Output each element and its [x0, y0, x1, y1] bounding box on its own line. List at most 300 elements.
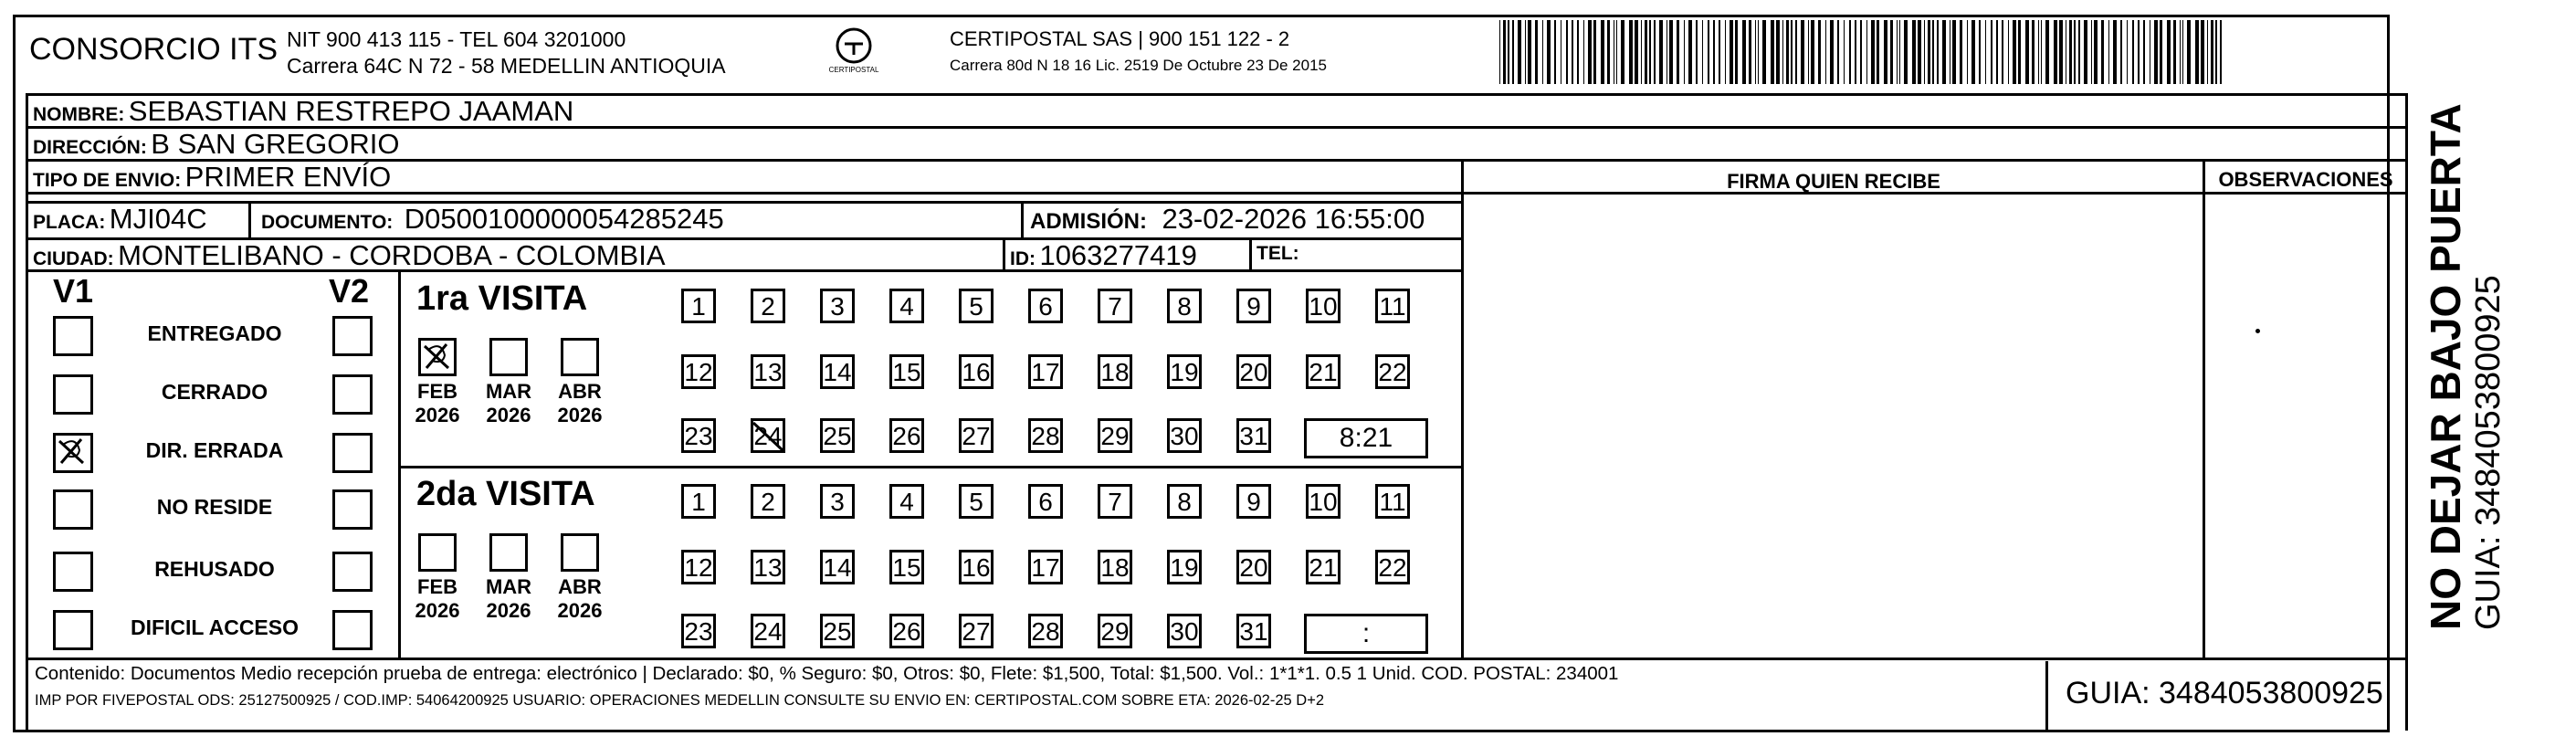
admision-row	[1030, 203, 1425, 236]
month-label: ABR	[558, 380, 602, 403]
day-number: 6	[1038, 292, 1053, 321]
divider	[1003, 239, 1005, 269]
month-checkbox[interactable]	[418, 338, 457, 376]
barcode-bar	[2187, 20, 2191, 84]
tel-row	[1256, 243, 1299, 265]
barcode-bar	[2059, 20, 2063, 84]
barcode-bar	[2108, 20, 2109, 84]
status-label: DIFICIL ACCESO	[130, 615, 299, 639]
barcode-bar	[1547, 20, 1551, 84]
day-box[interactable]	[1098, 354, 1132, 389]
barcode-bar	[1937, 20, 1939, 84]
day-number: 26	[892, 422, 921, 450]
logo-text: CERTIPOSTAL	[828, 66, 879, 74]
day-number: 11	[1379, 488, 1406, 516]
day-number: 29	[1100, 617, 1130, 646]
id-value: 1063277419	[1039, 239, 1197, 271]
day-box[interactable]	[959, 614, 994, 648]
day-box[interactable]	[1236, 354, 1271, 389]
barcode-bar	[2211, 20, 2213, 84]
v2-checkbox[interactable]	[332, 433, 373, 473]
nombre-value: SEBASTIAN RESTREPO JAAMAN	[128, 95, 574, 127]
v1-checkbox[interactable]	[53, 552, 93, 592]
divider	[2203, 159, 2205, 658]
month-checkbox[interactable]	[561, 338, 599, 376]
barcode-bar	[2127, 20, 2128, 84]
month-label: FEB	[417, 380, 457, 403]
ciudad-label: CIUDAD:	[33, 248, 114, 269]
barcode-bar	[1871, 20, 1875, 84]
barcode-bar	[2160, 20, 2162, 84]
no-dejar-bajo-puerta: NO DEJAR BAJO PUERTA	[2422, 103, 2469, 630]
barcode-bar	[2038, 20, 2039, 84]
day-box[interactable]	[751, 484, 785, 519]
day-number: 23	[684, 422, 713, 450]
visit-title: 2da VISITA	[416, 475, 595, 513]
barcode-bar	[1735, 20, 1738, 84]
day-number: 3	[830, 488, 845, 516]
barcode-bar	[2041, 20, 2042, 84]
barcode-bar	[1991, 20, 1992, 84]
day-number: 20	[1239, 358, 1268, 386]
day-number: 20	[1239, 553, 1268, 582]
day-number: 14	[823, 358, 852, 386]
day-number: 24	[753, 422, 783, 450]
day-number: 30	[1170, 617, 1199, 646]
day-box[interactable]	[681, 550, 716, 584]
day-box[interactable]	[959, 354, 994, 389]
day-number: 17	[1031, 553, 1060, 582]
day-box[interactable]	[959, 289, 994, 323]
barcode-bar	[1577, 20, 1579, 84]
imp-line: IMP POR FIVEPOSTAL ODS: 25127500925 / COD.IMP: 54064200925 USUARIO: OPERACIONES MEDELLIN CONSULTE SU ENVIO EN: CERTIPOSTAL.COM SOBRE ETA: 2026-02-25 D+2	[35, 692, 1325, 709]
observation-mark	[2255, 329, 2260, 333]
barcode-bar	[2013, 20, 2016, 84]
day-number: 22	[1378, 358, 1407, 386]
divider	[1249, 239, 1252, 269]
day-number: 29	[1100, 422, 1130, 450]
firma-header: FIRMA QUIEN RECIBE	[1727, 170, 1940, 193]
day-box[interactable]	[1028, 354, 1063, 389]
barcode-bar	[1641, 20, 1642, 84]
barcode-bar	[2167, 20, 2171, 84]
day-box[interactable]	[1098, 484, 1132, 519]
barcode-bar	[1588, 20, 1592, 84]
barcode-bar	[2074, 20, 2076, 84]
barcode-bar	[1762, 20, 1766, 84]
barcode-bar	[1508, 20, 1509, 84]
day-number: 25	[823, 422, 852, 450]
day-box[interactable]	[1167, 614, 1202, 648]
day-checkmark	[752, 419, 784, 452]
v1-checkbox[interactable]	[53, 316, 93, 356]
barcode-bar	[2182, 20, 2183, 84]
visit-title: 1ra VISITA	[416, 279, 588, 318]
v1-checkbox[interactable]	[53, 489, 93, 530]
direccion-value: B SAN GREGORIO	[151, 128, 400, 160]
divider	[26, 658, 2408, 660]
barcode-bar	[1677, 20, 1679, 84]
barcode-bar	[1811, 20, 1814, 84]
day-box[interactable]	[889, 614, 924, 648]
v1-header: V1	[53, 272, 94, 310]
day-number: 4	[899, 488, 914, 516]
day-box[interactable]	[1098, 418, 1132, 453]
day-number: 2	[761, 292, 775, 321]
placa-label: PLACA:	[33, 212, 106, 233]
day-box[interactable]	[1375, 484, 1410, 519]
barcode-bar	[1688, 20, 1692, 84]
day-number: 9	[1246, 488, 1261, 516]
barcode-bar	[1645, 20, 1647, 84]
time-box[interactable]	[1304, 614, 1428, 654]
barcode-bar	[1996, 20, 1998, 84]
divider	[248, 203, 251, 237]
day-number: 15	[892, 358, 921, 386]
time-box[interactable]	[1304, 418, 1428, 458]
day-number: 16	[962, 358, 991, 386]
day-box[interactable]	[820, 614, 855, 648]
barcode-bar	[1649, 20, 1651, 84]
day-number: 2	[761, 488, 775, 516]
day-number: 1	[691, 292, 706, 321]
day-number: 31	[1239, 422, 1268, 450]
day-number: 5	[969, 292, 983, 321]
day-number: 9	[1246, 292, 1261, 321]
barcode-bar	[1621, 20, 1624, 84]
day-number: 28	[1031, 422, 1060, 450]
barcode-bar	[1713, 20, 1715, 84]
day-number: 13	[753, 358, 783, 386]
day-box[interactable]	[681, 418, 716, 453]
status-label: CERRADO	[161, 380, 268, 404]
day-box[interactable]	[889, 289, 924, 323]
day-box[interactable]	[1375, 289, 1410, 323]
barcode-bar	[1808, 20, 1809, 84]
month-label: MAR	[485, 575, 532, 598]
documento-value: D0500100000054285245	[404, 203, 724, 235]
day-box[interactable]	[1306, 289, 1341, 323]
barcode-bar	[1837, 20, 1839, 84]
day-box[interactable]	[751, 418, 785, 453]
day-box[interactable]	[681, 289, 716, 323]
tipo-envio-value: PRIMER ENVÍO	[184, 161, 392, 193]
day-number: 11	[1379, 292, 1406, 321]
barcode-bar	[1960, 20, 1962, 84]
day-box[interactable]	[681, 614, 716, 648]
day-number: 18	[1100, 358, 1130, 386]
barcode-bar	[1818, 20, 1821, 84]
day-box[interactable]	[1028, 484, 1063, 519]
barcode-bar	[1825, 20, 1826, 84]
day-box[interactable]	[1236, 418, 1271, 453]
barcode-bar	[1607, 20, 1610, 84]
day-number: 10	[1309, 488, 1338, 516]
day-box[interactable]	[1098, 289, 1132, 323]
barcode-bar	[1791, 20, 1793, 84]
day-box[interactable]	[1167, 289, 1202, 323]
month-checkbox[interactable]	[489, 533, 528, 572]
day-box[interactable]	[1028, 614, 1063, 648]
barcode-bar	[2154, 20, 2158, 84]
day-box[interactable]	[1375, 550, 1410, 584]
barcode-bar	[1849, 20, 1851, 84]
day-number: 8	[1177, 488, 1192, 516]
day-box[interactable]	[889, 418, 924, 453]
barcode-bar	[1776, 20, 1780, 84]
divider	[1461, 159, 1464, 658]
barcode	[1498, 20, 2228, 84]
day-box[interactable]	[751, 614, 785, 648]
year-label: 2026	[486, 599, 531, 622]
barcode-bar	[1708, 20, 1709, 84]
year-label: 2026	[415, 599, 460, 622]
barcode-bar	[1912, 20, 1916, 84]
time-value: :	[1362, 618, 1371, 648]
barcode-bar	[2143, 20, 2145, 84]
v2-checkbox[interactable]	[332, 552, 373, 592]
day-box[interactable]	[1236, 289, 1271, 323]
day-box[interactable]	[1167, 550, 1202, 584]
barcode-bar	[1928, 20, 1930, 84]
day-box[interactable]	[820, 484, 855, 519]
barcode-bar	[2132, 20, 2134, 84]
nombre-label: NOMBRE:	[33, 104, 125, 125]
barcode-bar	[2101, 20, 2104, 84]
day-box[interactable]	[959, 418, 994, 453]
divider	[2405, 93, 2408, 731]
day-number: 3	[830, 292, 845, 321]
barcode-bar	[2054, 20, 2057, 84]
barcode-bar	[1535, 20, 1538, 84]
day-number: 16	[962, 553, 991, 582]
day-number: 21	[1309, 358, 1338, 386]
admision-label: ADMISIÓN:	[1030, 209, 1147, 234]
company-name: CONSORCIO ITS	[29, 32, 279, 67]
side-guia: GUIA: 3484053800925	[2469, 275, 2508, 630]
v2-checkbox[interactable]	[332, 316, 373, 356]
barcode-bar	[1659, 20, 1663, 84]
barcode-bar	[1593, 20, 1596, 84]
year-label: 2026	[486, 404, 531, 426]
barcode-bar	[1924, 20, 1925, 84]
day-box[interactable]	[751, 550, 785, 584]
day-box[interactable]	[959, 484, 994, 519]
barcode-bar	[1877, 20, 1879, 84]
barcode-bar	[1967, 20, 1968, 84]
barcode-bar	[1654, 20, 1656, 84]
day-number: 21	[1309, 553, 1338, 582]
divider	[2045, 661, 2048, 731]
day-box[interactable]	[1028, 550, 1063, 584]
admision-value: 23-02-2026 16:55:00	[1162, 203, 1425, 235]
day-number: 14	[823, 553, 852, 582]
day-box[interactable]	[1028, 289, 1063, 323]
barcode-bar	[1702, 20, 1703, 84]
carrier-line: CERTIPOSTAL SAS | 900 151 122 - 2	[950, 27, 1290, 50]
barcode-bar	[2002, 20, 2003, 84]
barcode-bar	[1525, 20, 1526, 84]
status-label: DIR. ERRADA	[145, 438, 284, 462]
barcode-bar	[1899, 20, 1900, 84]
day-box[interactable]	[1236, 614, 1271, 648]
barcode-bar	[1971, 20, 1975, 84]
month-checkbox[interactable]	[489, 338, 528, 376]
barcode-bar	[2180, 20, 2181, 84]
v1-checkbox[interactable]	[53, 433, 93, 473]
day-box[interactable]	[1167, 418, 1202, 453]
company-address: Carrera 64C N 72 - 58 MEDELLIN ANTIOQUIA	[287, 54, 726, 78]
barcode-bar	[1786, 20, 1789, 84]
v2-checkbox[interactable]	[332, 489, 373, 530]
day-box[interactable]	[1306, 550, 1341, 584]
day-box[interactable]	[959, 550, 994, 584]
barcode-bar	[1635, 20, 1638, 84]
year-label: 2026	[557, 404, 603, 426]
footer-guia: GUIA: 3484053800925	[2066, 676, 2383, 710]
day-box[interactable]	[681, 484, 716, 519]
day-number: 8	[1177, 292, 1192, 321]
barcode-bar	[1742, 20, 1746, 84]
v1-checkbox[interactable]	[53, 610, 93, 650]
day-number: 6	[1038, 488, 1053, 516]
barcode-bar	[2018, 20, 2021, 84]
day-number: 17	[1031, 358, 1060, 386]
month-checkbox[interactable]	[561, 533, 599, 572]
direccion-label: DIRECCIÓN:	[33, 137, 147, 158]
barcode-bar	[1554, 20, 1556, 84]
barcode-bar	[1866, 20, 1867, 84]
barcode-bar	[1696, 20, 1698, 84]
barcode-bar	[1518, 20, 1521, 84]
placa-value: MJI04C	[109, 203, 207, 235]
barcode-bar	[1758, 20, 1759, 84]
barcode-bar	[1855, 20, 1856, 84]
barcode-bar	[1801, 20, 1804, 84]
day-number: 15	[892, 553, 921, 582]
certipostal-logo	[829, 24, 878, 79]
v2-header: V2	[329, 272, 370, 310]
day-box[interactable]	[889, 484, 924, 519]
barcode-bar	[2069, 20, 2072, 84]
day-box[interactable]	[1028, 418, 1063, 453]
barcode-bar	[2207, 20, 2208, 84]
contenido-line: Contenido: Documentos Medio recepción prueba de entrega: electrónico | Declarado: $0, % Seguro: $0, Otros: $0, Flete: $1,500, Total: $1,500. Vol.: 1*1*1. 0.5 1 Unid. COD. POSTAL: 234001	[35, 663, 1619, 684]
barcode-bar	[1795, 20, 1797, 84]
documento-label: DOCUMENTO:	[261, 212, 394, 233]
observaciones-header: OBSERVACIONES	[2218, 168, 2393, 191]
barcode-bar	[1542, 20, 1543, 84]
day-box[interactable]	[1098, 550, 1132, 584]
day-number: 24	[753, 617, 783, 646]
day-number: 1	[691, 488, 706, 516]
barcode-bar	[1528, 20, 1531, 84]
documento-row	[261, 203, 724, 236]
day-box[interactable]	[1306, 354, 1341, 389]
day-box[interactable]	[820, 354, 855, 389]
barcode-bar	[1755, 20, 1756, 84]
day-box[interactable]	[820, 289, 855, 323]
barcode-bar	[1719, 20, 1720, 84]
day-box[interactable]	[681, 354, 716, 389]
carrier-address: Carrera 80d N 18 16 Lic. 2519 De Octubre 23 De 2015	[950, 57, 1327, 74]
day-box[interactable]	[1236, 484, 1271, 519]
divider	[1021, 203, 1024, 237]
barcode-bar	[2120, 20, 2122, 84]
barcode-bar	[2091, 20, 2092, 84]
barcode-bar	[1583, 20, 1584, 84]
day-number: 19	[1170, 553, 1199, 582]
month-label: ABR	[558, 575, 602, 598]
ciudad-row	[33, 239, 666, 272]
divider	[26, 93, 28, 731]
day-number: 4	[899, 292, 914, 321]
day-box[interactable]	[1167, 484, 1202, 519]
barcode-bar	[1749, 20, 1751, 84]
barcode-bar	[2025, 20, 2029, 84]
placa-row	[33, 203, 207, 236]
v1-checkbox[interactable]	[53, 374, 93, 415]
barcode-bar	[2094, 20, 2098, 84]
status-label: REHUSADO	[154, 557, 275, 581]
barcode-bar	[1616, 20, 1617, 84]
day-number: 26	[892, 617, 921, 646]
barcode-bar	[1830, 20, 1834, 84]
barcode-bar	[1629, 20, 1633, 84]
day-box[interactable]	[889, 354, 924, 389]
barcode-bar	[1503, 20, 1506, 84]
tel-label: TEL:	[1256, 243, 1299, 264]
barcode-bar	[2078, 20, 2080, 84]
day-box[interactable]	[1236, 550, 1271, 584]
day-box[interactable]	[820, 418, 855, 453]
barcode-bar	[1725, 20, 1726, 84]
day-box[interactable]	[1375, 354, 1410, 389]
time-value: 8:21	[1339, 423, 1393, 453]
barcode-bar	[2045, 20, 2049, 84]
barcode-bar	[2201, 20, 2204, 84]
day-number: 31	[1239, 617, 1268, 646]
day-box[interactable]	[889, 550, 924, 584]
barcode-bar	[1499, 20, 1500, 84]
day-number: 25	[823, 617, 852, 646]
day-box[interactable]	[820, 550, 855, 584]
day-number: 22	[1378, 553, 1407, 582]
month-checkbox[interactable]	[418, 533, 457, 572]
day-number: 30	[1170, 422, 1199, 450]
barcode-bar	[2032, 20, 2035, 84]
day-box[interactable]	[751, 354, 785, 389]
nombre-row	[33, 95, 573, 128]
v2-checkbox[interactable]	[332, 610, 373, 650]
day-number: 27	[962, 617, 991, 646]
barcode-bar	[1904, 20, 1908, 84]
day-number: 5	[969, 488, 983, 516]
day-box[interactable]	[1167, 354, 1202, 389]
barcode-bar	[1771, 20, 1774, 84]
day-box[interactable]	[1306, 484, 1341, 519]
day-number: 19	[1170, 358, 1199, 386]
day-box[interactable]	[751, 289, 785, 323]
day-box[interactable]	[1098, 614, 1132, 648]
barcode-bar	[1601, 20, 1604, 84]
barcode-bar	[1952, 20, 1956, 84]
barcode-bar	[1979, 20, 1981, 84]
barcode-bar	[2113, 20, 2117, 84]
barcode-bar	[2173, 20, 2176, 84]
tipo-envio-label: TIPO DE ENVIO:	[33, 170, 182, 191]
v2-checkbox[interactable]	[332, 374, 373, 415]
